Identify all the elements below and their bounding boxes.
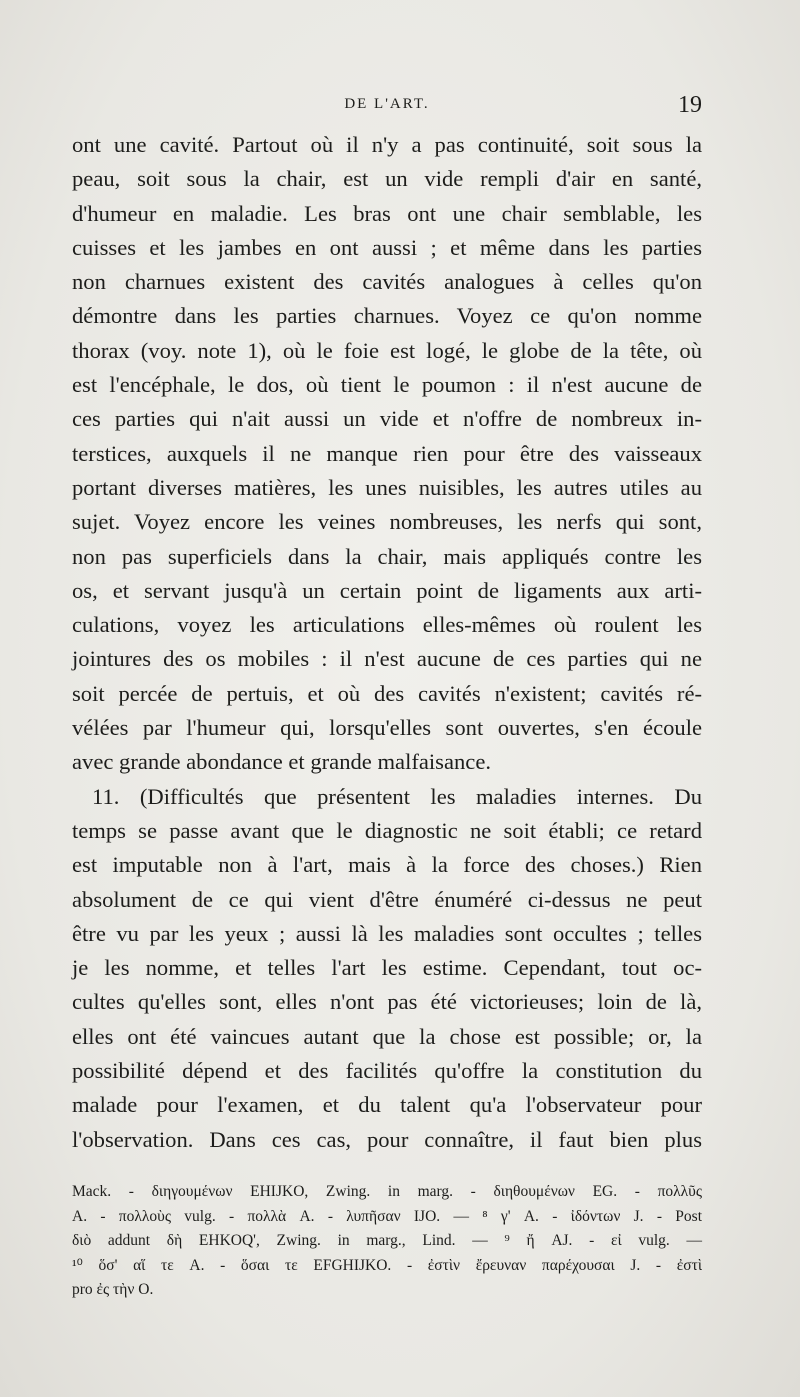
main-text <box>72 128 702 1157</box>
text-line: l'observation. Dans ces cas, pour connaître, il faut bien plus <box>72 1126 702 1152</box>
text-line: être vu par les yeux ; aussi là les maladies sont occultes ; telles <box>72 920 702 946</box>
footnote-line: ¹⁰ ὅσ' αἵ τε A. - ὅσαι τε EFGHIJKO. - ἐστὶν ἔρευναν παρέχουσαι J. - ἐστὶ <box>72 1256 702 1274</box>
text-line: peau, soit sous la chair, est un vide rempli d'air en santé, <box>72 166 702 192</box>
running-head: DE L'ART. <box>344 96 430 112</box>
footnote-line: Mack. - διηγουμένων EHIJKO, Zwing. in marg. - διηθουμένων EG. - πολλῦς <box>72 1183 702 1200</box>
page-header <box>72 92 702 122</box>
text-line: cuisses et les jambes en ont aussi ; et même dans les parties <box>72 234 702 260</box>
footnote-line: A. - πολλοὺς vulg. - πολλὰ A. - λυπῆσαν IJO. — ⁸ γ' A. - ἰδόντων J. - Post <box>72 1207 702 1225</box>
text-line: thorax (voy. note 1), où le foie est logé, le globe de la tête, où <box>72 337 702 363</box>
text-line: culations, voyez les articulations elles-mêmes où roulent les <box>72 612 702 638</box>
text-line: non pas superficiels dans la chair, mais appliqués contre les <box>72 543 702 569</box>
page-number: 19 <box>678 92 702 118</box>
text-line: vélées par l'humeur qui, lorsqu'elles sont ouvertes, s'en écoule <box>72 715 702 741</box>
text-line: soit percée de pertuis, et où des cavités n'existent; cavités ré- <box>72 680 702 706</box>
text-line: possibilité dépend et des facilités qu'offre la constitution du <box>72 1058 702 1084</box>
text-line: malade pour l'examen, et du talent qu'a l'observateur pour <box>72 1092 702 1118</box>
text-line: absolument de ce qui vient d'être énuméré ci-dessus ne peut <box>72 886 702 912</box>
footnotes <box>72 1180 702 1303</box>
text-line: elles ont été vaincues autant que la chose est possible; or, la <box>72 1023 702 1049</box>
footnote-line: διὸ addunt δὴ EHKOQ', Zwing. in marg., Lind. — ⁹ ἤ AJ. - εἰ vulg. — <box>72 1232 702 1249</box>
text-line: cultes qu'elles sont, elles n'ont pas été victorieuses; loin de là, <box>72 989 702 1015</box>
text-line: temps se passe avant que le diagnostic ne soit établi; ce retard <box>72 817 702 843</box>
text-line: ces parties qui n'ait aussi un vide et n'offre de nombreux in- <box>72 406 702 432</box>
text-line: portant diverses matières, les unes nuisibles, les autres utiles au <box>72 474 702 500</box>
text-line: os, et servant jusqu'à un certain point de ligaments aux arti- <box>72 577 702 603</box>
text-line: ont une cavité. Partout où il n'y a pas continuité, soit sous la <box>72 132 702 157</box>
text-line: est imputable non à l'art, mais à la force des choses.) Rien <box>72 852 702 878</box>
text-line: sujet. Voyez encore les veines nombreuses, les nerfs qui sont, <box>72 509 702 535</box>
text-line: non charnues existent des cavités analogues à celles qu'on <box>72 269 702 295</box>
text-line: jointures des os mobiles : il n'est aucune de ces parties qui ne <box>72 646 702 672</box>
text-line: je les nomme, et telles l'art les estime. Cependant, tout oc- <box>72 955 702 981</box>
text-line: terstices, auxquels il ne manque rien pour être des vaisseaux <box>72 440 702 466</box>
footnote-line: pro ἐς τὴν O. <box>72 1281 154 1298</box>
text-line: avec grande abondance et grande malfaisance. <box>72 749 491 775</box>
text-line: d'humeur en maladie. Les bras ont une chair semblable, les <box>72 200 702 226</box>
text-line: démontre dans les parties charnues. Voyez ce qu'on nomme <box>72 303 702 329</box>
section-heading-line: 11. (Difficultés que présentent les maladies internes. Du <box>92 783 702 809</box>
text-line: est l'encéphale, le dos, où tient le poumon : il n'est aucune de <box>72 372 702 398</box>
